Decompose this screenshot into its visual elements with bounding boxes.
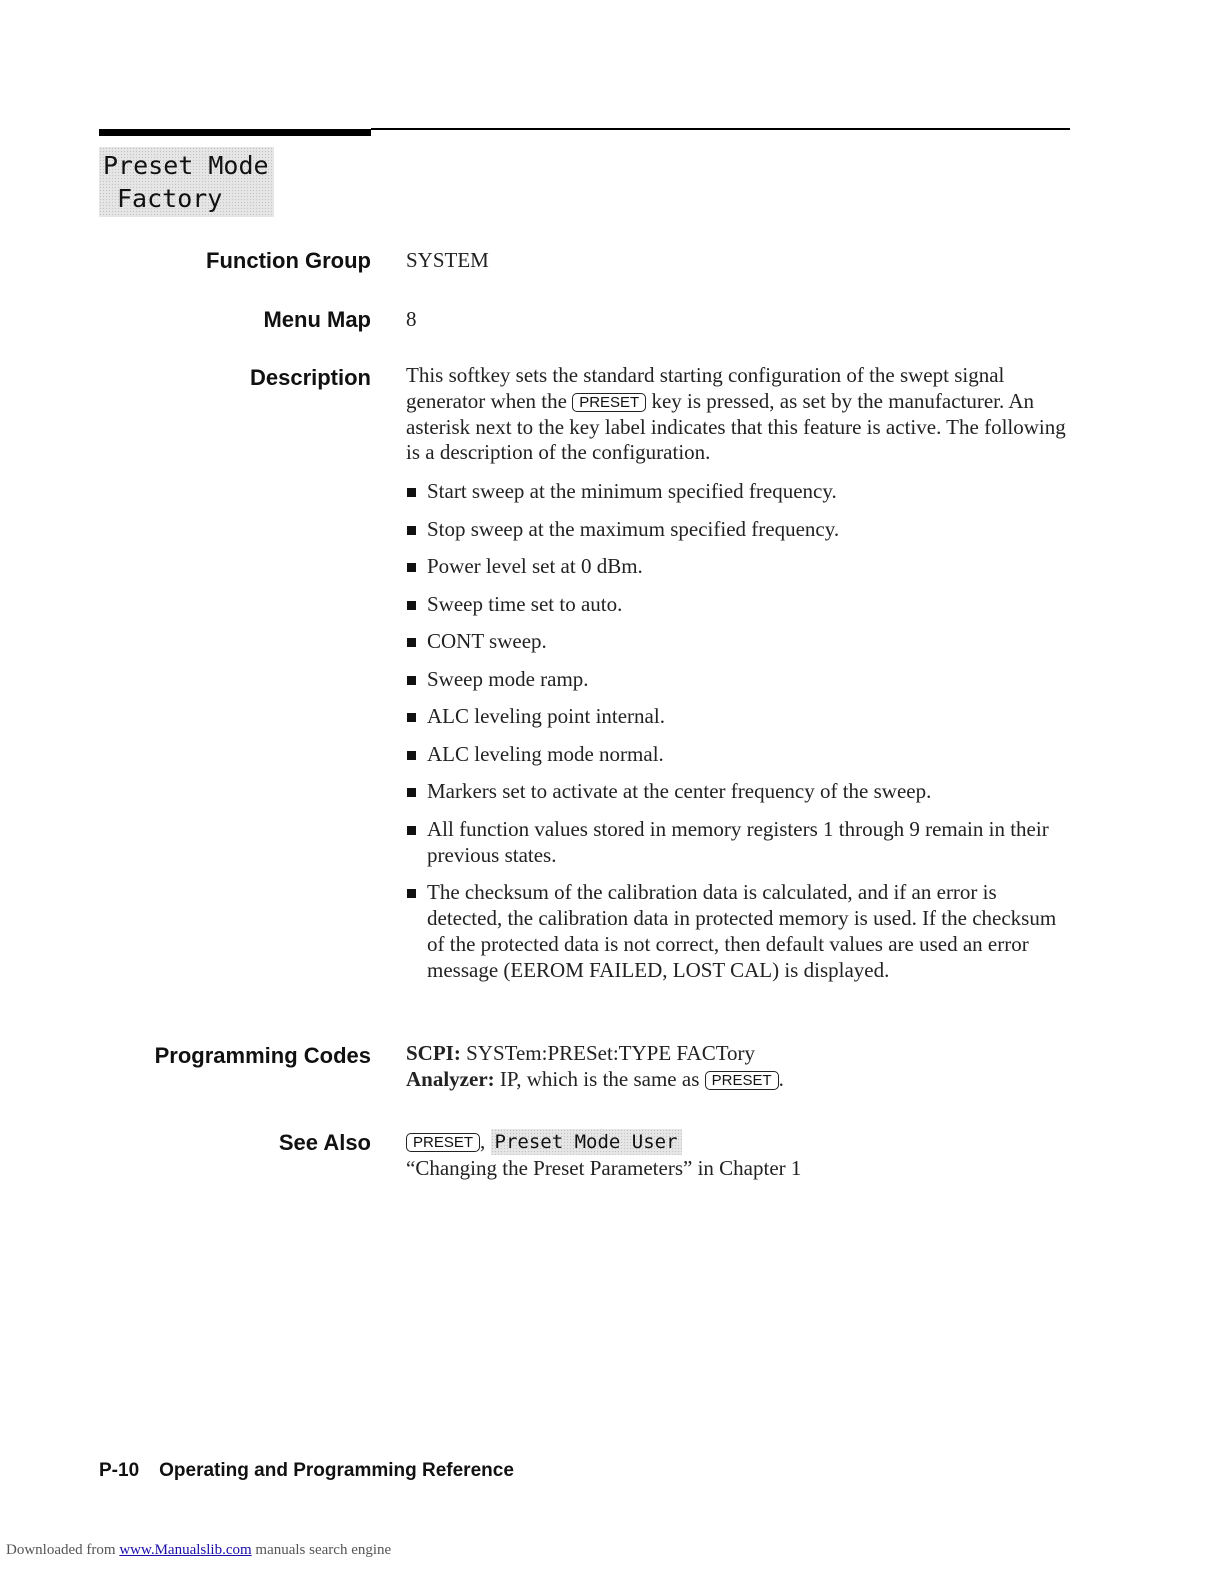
manualslib-link[interactable]: www.Manualslib.com	[119, 1542, 252, 1558]
footer-section-title: Operating and Programming Reference	[159, 1460, 514, 1481]
preset-key: PRESET	[572, 393, 646, 412]
analyzer-period: .	[778, 1067, 784, 1091]
see-also-label: See Also	[278, 1130, 371, 1155]
list-item: All function values stored in memory registers 1 through 9 remain in their previous states.	[406, 816, 1071, 868]
configuration-list	[406, 478, 1071, 995]
list-item: Start sweep at the minimum specified frequency.	[406, 478, 1071, 504]
menu-map-label: Menu Map	[263, 307, 371, 332]
description-paragraph	[406, 363, 1066, 466]
list-item: Power level set at 0 dBm.	[406, 553, 1071, 579]
preset-key: PRESET	[705, 1071, 779, 1090]
list-item: Markers set to activate at the center frequency of the sweep.	[406, 778, 1071, 804]
see-also-separator: ,	[480, 1129, 486, 1153]
list-item: ALC leveling point internal.	[406, 703, 1071, 729]
programming-codes-content	[406, 1040, 784, 1092]
preset-key: PRESET	[406, 1133, 480, 1152]
bullet-square-icon	[407, 826, 416, 835]
softkey-title-line1: Preset Mode	[103, 151, 269, 180]
description-label: Description	[249, 365, 371, 390]
programming-codes-label: Programming Codes	[154, 1043, 371, 1068]
list-item: Stop sweep at the maximum specified frequency.	[406, 516, 1071, 542]
bullet-square-icon	[407, 563, 416, 572]
softkey-title-line2: Factory	[117, 184, 223, 213]
function-group-label: Function Group	[206, 248, 371, 273]
list-item: ALC leveling mode normal.	[406, 741, 1071, 767]
header-rule-thin	[371, 128, 1070, 130]
menu-map-value: 8	[406, 307, 417, 331]
analyzer-label: Analyzer:	[406, 1067, 495, 1091]
bullet-square-icon	[407, 601, 416, 610]
download-notice	[6, 1542, 391, 1559]
page-footer	[99, 1460, 514, 1482]
function-group-value: SYSTEM	[406, 248, 489, 272]
list-item: The checksum of the calibration data is calculated, and if an error is detected, the calibration data in protected memory is used. If the checksum of the protected data is not correct, then default values are used an error message (EEROM FAILED, LOST CAL) is displayed.	[406, 879, 1071, 983]
page-number: P-10	[99, 1460, 140, 1481]
analyzer-line	[406, 1066, 784, 1092]
header-rule-thick	[99, 129, 371, 136]
bullet-square-icon	[407, 638, 416, 647]
list-item: CONT sweep.	[406, 628, 1071, 654]
bullet-square-icon	[407, 488, 416, 497]
scpi-command: SYSTem:PRESet:TYPE FACTory	[466, 1041, 756, 1065]
bullet-square-icon	[407, 676, 416, 685]
softkey-title	[99, 147, 274, 217]
list-item: Sweep mode ramp.	[406, 666, 1071, 692]
bullet-square-icon	[407, 788, 416, 797]
analyzer-command: IP, which is the same as	[499, 1067, 700, 1091]
scpi-line	[406, 1040, 784, 1066]
bullet-square-icon	[407, 713, 416, 722]
see-also-line	[406, 1128, 801, 1155]
download-prefix: Downloaded from	[6, 1542, 116, 1558]
description-intro-start: This softkey sets the standard starting configuration of the swept signal generator when the	[406, 363, 1005, 413]
see-also-content	[406, 1128, 801, 1181]
scpi-label: SCPI:	[406, 1041, 461, 1065]
preset-mode-user-softkey: Preset Mode User	[491, 1129, 682, 1155]
bullet-square-icon	[407, 889, 416, 898]
see-also-reference: “Changing the Preset Parameters” in Chapter 1	[406, 1156, 802, 1180]
description-intro-end: key is pressed, as set by the manufacturer. An asterisk next to the key label indicates that this feature is active. The following is a description of the configuration.	[406, 388, 1066, 465]
bullet-square-icon	[407, 751, 416, 760]
list-item: Sweep time set to auto.	[406, 591, 1071, 617]
download-suffix: manuals search engine	[255, 1542, 392, 1558]
bullet-square-icon	[407, 526, 416, 535]
